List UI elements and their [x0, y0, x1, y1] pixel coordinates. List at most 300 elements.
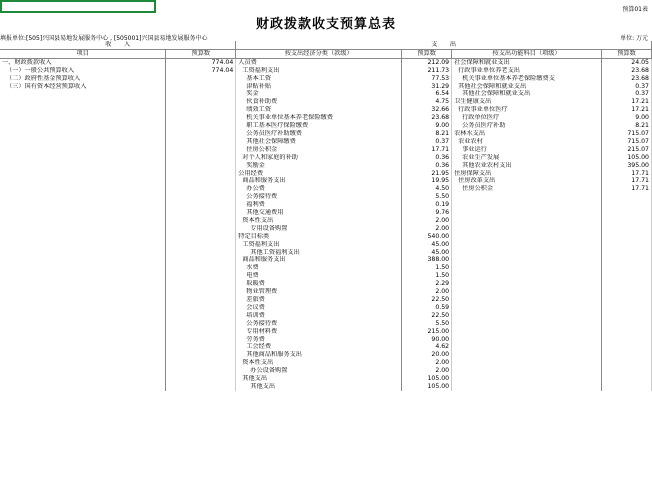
income-item-cell[interactable]: （三）国有资本经营预算收入: [0, 83, 166, 91]
func-budget-cell[interactable]: [602, 272, 652, 280]
income-item-cell[interactable]: [0, 122, 166, 130]
func-budget-cell[interactable]: [602, 256, 652, 264]
econ-budget-cell[interactable]: 2.00: [402, 367, 452, 375]
income-budget-cell[interactable]: [166, 170, 236, 178]
func-class-cell[interactable]: 其他社会保障和就业支出: [452, 90, 602, 98]
econ-class-cell[interactable]: 会议费: [236, 304, 402, 312]
func-budget-cell[interactable]: [602, 328, 652, 336]
income-item-cell[interactable]: [0, 138, 166, 146]
econ-budget-cell[interactable]: 23.68: [402, 114, 452, 122]
income-budget-cell[interactable]: [166, 256, 236, 264]
econ-class-cell[interactable]: 奖励金: [236, 162, 402, 170]
func-budget-cell[interactable]: [602, 351, 652, 359]
income-budget-cell[interactable]: [166, 90, 236, 98]
func-budget-cell[interactable]: [602, 217, 652, 225]
income-item-cell[interactable]: [0, 328, 166, 336]
func-class-cell[interactable]: [452, 359, 602, 367]
econ-class-cell[interactable]: 专用材料费: [236, 328, 402, 336]
econ-budget-cell[interactable]: 2.00: [402, 225, 452, 233]
func-class-cell[interactable]: 其他社会保障和就业支出: [452, 83, 602, 91]
income-item-cell[interactable]: [0, 304, 166, 312]
econ-budget-cell[interactable]: 0.19: [402, 201, 452, 209]
table-row: [0, 83, 652, 91]
econ-budget-cell[interactable]: 22.50: [402, 296, 452, 304]
econ-budget-cell[interactable]: 105.00: [402, 383, 452, 391]
econ-class-cell[interactable]: 专用设备购置: [236, 225, 402, 233]
income-budget-cell[interactable]: 774.04: [166, 67, 236, 75]
income-budget-cell[interactable]: [166, 177, 236, 185]
income-item-cell[interactable]: （二）政府性基金预算收入: [0, 75, 166, 83]
income-item-cell[interactable]: [0, 296, 166, 304]
func-class-cell[interactable]: 行政单位医疗: [452, 114, 602, 122]
income-budget-cell[interactable]: [166, 343, 236, 351]
income-item-cell[interactable]: [0, 185, 166, 193]
econ-class-cell[interactable]: 机关事业单位基本养老保险缴费: [236, 114, 402, 122]
func-class-cell[interactable]: [452, 249, 602, 257]
income-budget-header: 预算数: [166, 49, 236, 58]
func-class-cell[interactable]: [452, 312, 602, 320]
income-budget-cell[interactable]: [166, 375, 236, 383]
income-item-cell[interactable]: [0, 98, 166, 106]
func-budget-cell[interactable]: 23.68: [602, 75, 652, 83]
income-item-cell[interactable]: [0, 114, 166, 122]
econ-class-cell[interactable]: 公务员医疗补助缴费: [236, 130, 402, 138]
func-class-cell[interactable]: [452, 256, 602, 264]
func-budget-cell[interactable]: 17.71: [602, 177, 652, 185]
income-item-cell[interactable]: [0, 162, 166, 170]
header-row-sub: [0, 49, 652, 58]
func-class-cell[interactable]: 公务员医疗补助: [452, 122, 602, 130]
func-class-header: 按支出功能科目（项级）: [452, 49, 602, 58]
func-class-cell[interactable]: 行政事业单位养老支出: [452, 67, 602, 75]
econ-budget-cell[interactable]: 17.71: [402, 146, 452, 154]
income-budget-cell[interactable]: [166, 130, 236, 138]
func-budget-cell[interactable]: 0.37: [602, 83, 652, 91]
form-code: 预算01表: [622, 6, 648, 13]
func-class-cell[interactable]: [452, 328, 602, 336]
econ-budget-cell[interactable]: 105.00: [402, 375, 452, 383]
income-budget-cell[interactable]: [166, 272, 236, 280]
econ-class-cell[interactable]: 其他支出: [236, 375, 402, 383]
econ-budget-cell[interactable]: 0.37: [402, 138, 452, 146]
table-row: [0, 75, 652, 83]
econ-budget-cell[interactable]: 1.50: [402, 272, 452, 280]
econ-class-cell[interactable]: 取暖费: [236, 280, 402, 288]
income-item-cell[interactable]: [0, 351, 166, 359]
reporting-unit: 填报单位:[505]兴国县易地发展服务中心 , [505001]兴国县易地发展服务中心: [0, 35, 208, 42]
table-row: [0, 312, 652, 320]
func-class-cell[interactable]: [452, 264, 602, 272]
econ-class-cell[interactable]: 资本性支出: [236, 359, 402, 367]
table-row: [0, 201, 652, 209]
income-item-cell[interactable]: [0, 146, 166, 154]
func-budget-cell[interactable]: 395.00: [602, 162, 652, 170]
income-budget-cell[interactable]: 774.04: [166, 58, 236, 66]
income-item-cell[interactable]: [0, 170, 166, 178]
func-class-cell[interactable]: [452, 343, 602, 351]
econ-budget-cell[interactable]: 45.00: [402, 249, 452, 257]
econ-budget-cell[interactable]: 4.50: [402, 185, 452, 193]
income-budget-cell[interactable]: [166, 304, 236, 312]
income-item-cell[interactable]: [0, 106, 166, 114]
table-row: [0, 272, 652, 280]
func-budget-cell[interactable]: [602, 233, 652, 241]
econ-budget-cell[interactable]: 2.00: [402, 217, 452, 225]
table-row: [0, 296, 652, 304]
econ-budget-cell[interactable]: 8.21: [402, 130, 452, 138]
econ-class-cell[interactable]: 其他交通费用: [236, 209, 402, 217]
econ-class-cell[interactable]: 资本性支出: [236, 217, 402, 225]
func-budget-cell[interactable]: 715.07: [602, 138, 652, 146]
income-item-cell[interactable]: [0, 375, 166, 383]
income-budget-cell[interactable]: [166, 383, 236, 391]
func-budget-cell[interactable]: [602, 320, 652, 328]
econ-budget-cell[interactable]: 212.09: [402, 58, 452, 66]
econ-class-cell[interactable]: 工资福利支出: [236, 241, 402, 249]
income-item-cell[interactable]: [0, 209, 166, 217]
income-budget-cell[interactable]: [166, 209, 236, 217]
income-item-cell[interactable]: [0, 130, 166, 138]
func-class-cell[interactable]: 社会保障和就业支出: [452, 58, 602, 66]
func-class-cell[interactable]: 农业生产发展: [452, 154, 602, 162]
econ-class-cell[interactable]: 工会经费: [236, 343, 402, 351]
income-budget-cell[interactable]: [166, 217, 236, 225]
table-row: [0, 193, 652, 201]
income-budget-cell[interactable]: [166, 193, 236, 201]
econ-class-cell[interactable]: 伙食补助费: [236, 98, 402, 106]
func-budget-cell[interactable]: [602, 280, 652, 288]
func-budget-cell[interactable]: [602, 241, 652, 249]
income-budget-cell[interactable]: [166, 359, 236, 367]
func-budget-cell[interactable]: [602, 288, 652, 296]
econ-class-cell[interactable]: 物业管理费: [236, 288, 402, 296]
econ-class-cell[interactable]: 劳务费: [236, 336, 402, 344]
func-class-cell[interactable]: [452, 320, 602, 328]
econ-class-cell[interactable]: 职工基本医疗保险缴费: [236, 122, 402, 130]
income-budget-cell[interactable]: [166, 83, 236, 91]
func-budget-cell[interactable]: [602, 193, 652, 201]
func-budget-cell[interactable]: 17.71: [602, 170, 652, 178]
econ-budget-cell[interactable]: 77.53: [402, 75, 452, 83]
func-budget-cell[interactable]: [602, 336, 652, 344]
func-budget-cell[interactable]: 23.68: [602, 67, 652, 75]
table-row: [0, 280, 652, 288]
econ-class-cell[interactable]: 差旅费: [236, 296, 402, 304]
econ-budget-cell[interactable]: 0.36: [402, 154, 452, 162]
income-item-cell[interactable]: [0, 256, 166, 264]
income-item-cell[interactable]: [0, 343, 166, 351]
econ-class-cell[interactable]: 其他工资福利支出: [236, 249, 402, 257]
econ-class-cell[interactable]: 水费: [236, 264, 402, 272]
income-budget-cell[interactable]: [166, 114, 236, 122]
econ-class-cell[interactable]: 福利费: [236, 201, 402, 209]
income-budget-cell[interactable]: [166, 241, 236, 249]
table-row: [0, 225, 652, 233]
econ-budget-cell[interactable]: 2.00: [402, 359, 452, 367]
func-budget-cell[interactable]: 17.21: [602, 98, 652, 106]
func-class-cell[interactable]: [452, 375, 602, 383]
income-item-cell[interactable]: （一）一般公共预算收入: [0, 67, 166, 75]
income-item-cell[interactable]: [0, 154, 166, 162]
income-item-cell[interactable]: [0, 225, 166, 233]
table-row: [0, 130, 652, 138]
func-budget-header: 预算数: [602, 49, 652, 58]
econ-class-cell[interactable]: 对个人和家庭的补助: [236, 154, 402, 162]
func-class-cell[interactable]: [452, 201, 602, 209]
econ-budget-cell[interactable]: 20.00: [402, 351, 452, 359]
income-budget-cell[interactable]: [166, 106, 236, 114]
income-header: 收 入: [0, 41, 236, 49]
page-title: 财政拨款收支预算总表: [255, 17, 396, 32]
econ-class-cell[interactable]: 其他社会保障缴费: [236, 138, 402, 146]
func-budget-cell[interactable]: 17.71: [602, 185, 652, 193]
income-budget-cell[interactable]: [166, 249, 236, 257]
income-budget-cell[interactable]: [166, 320, 236, 328]
econ-class-cell[interactable]: 绩效工资: [236, 106, 402, 114]
income-item-cell[interactable]: [0, 359, 166, 367]
expense-header: 支 出: [236, 41, 652, 49]
func-class-cell[interactable]: 住房改革支出: [452, 177, 602, 185]
func-class-cell[interactable]: [452, 383, 602, 391]
econ-budget-cell[interactable]: 4.62: [402, 343, 452, 351]
table-row: [0, 288, 652, 296]
income-item-cell[interactable]: [0, 264, 166, 272]
econ-class-cell[interactable]: 奖金: [236, 90, 402, 98]
econ-class-cell[interactable]: 其他支出: [236, 383, 402, 391]
table-row: [0, 162, 652, 170]
econ-budget-cell[interactable]: 4.75: [402, 98, 452, 106]
table-row: [0, 138, 652, 146]
income-item-cell[interactable]: [0, 336, 166, 344]
income-item-cell[interactable]: [0, 249, 166, 257]
func-class-cell[interactable]: 农业农村: [452, 138, 602, 146]
func-class-cell[interactable]: [452, 217, 602, 225]
econ-class-cell[interactable]: 商品和服务支出: [236, 177, 402, 185]
table-row: [0, 98, 652, 106]
func-class-cell[interactable]: [452, 304, 602, 312]
func-class-cell[interactable]: [452, 193, 602, 201]
income-budget-cell[interactable]: [166, 264, 236, 272]
table-row: [0, 233, 652, 241]
table-row: [0, 264, 652, 272]
income-budget-cell[interactable]: [166, 296, 236, 304]
func-budget-cell[interactable]: 9.00: [602, 114, 652, 122]
econ-class-cell[interactable]: 特定目标类: [236, 233, 402, 241]
func-class-cell[interactable]: 卫生健康支出: [452, 98, 602, 106]
table-row: [0, 367, 652, 375]
income-item-cell[interactable]: [0, 177, 166, 185]
func-class-cell[interactable]: [452, 241, 602, 249]
table-row: [0, 185, 652, 193]
econ-class-cell[interactable]: 办公费: [236, 185, 402, 193]
econ-budget-cell[interactable]: 0.59: [402, 304, 452, 312]
econ-budget-cell[interactable]: 6.54: [402, 90, 452, 98]
econ-budget-cell[interactable]: 5.50: [402, 320, 452, 328]
income-item-cell[interactable]: [0, 280, 166, 288]
income-budget-cell[interactable]: [166, 98, 236, 106]
func-budget-cell[interactable]: 24.05: [602, 58, 652, 66]
income-budget-cell[interactable]: [166, 225, 236, 233]
econ-class-cell[interactable]: 公务接待费: [236, 193, 402, 201]
budget-table: [0, 41, 652, 391]
func-budget-cell[interactable]: [602, 343, 652, 351]
table-row: [0, 114, 652, 122]
econ-class-cell[interactable]: 津贴补贴: [236, 83, 402, 91]
income-budget-cell[interactable]: [166, 122, 236, 130]
income-item-cell[interactable]: 一、财政拨款收入: [0, 58, 166, 66]
func-class-cell[interactable]: 其他农业农村支出: [452, 162, 602, 170]
econ-class-cell[interactable]: 人员费: [236, 58, 402, 66]
table-row: [0, 351, 652, 359]
table-row: [0, 383, 652, 391]
func-class-cell[interactable]: [452, 233, 602, 241]
income-budget-cell[interactable]: [166, 288, 236, 296]
table-row: [0, 90, 652, 98]
table-row: [0, 375, 652, 383]
income-item-cell[interactable]: [0, 193, 166, 201]
income-budget-cell[interactable]: [166, 233, 236, 241]
func-class-cell[interactable]: 农林水支出: [452, 130, 602, 138]
econ-class-cell[interactable]: 电费: [236, 272, 402, 280]
func-class-cell[interactable]: [452, 225, 602, 233]
income-item-cell[interactable]: [0, 217, 166, 225]
func-class-cell[interactable]: [452, 280, 602, 288]
header-row-top: [0, 41, 652, 49]
econ-class-cell[interactable]: 住房公积金: [236, 146, 402, 154]
table-row: [0, 359, 652, 367]
func-budget-cell[interactable]: [602, 296, 652, 304]
income-budget-cell[interactable]: [166, 146, 236, 154]
func-class-cell[interactable]: [452, 336, 602, 344]
income-budget-cell[interactable]: [166, 75, 236, 83]
econ-budget-cell[interactable]: 9.76: [402, 209, 452, 217]
func-budget-cell[interactable]: [602, 264, 652, 272]
econ-budget-cell[interactable]: 31.29: [402, 83, 452, 91]
econ-class-cell[interactable]: 培训费: [236, 312, 402, 320]
func-budget-cell[interactable]: 8.21: [602, 122, 652, 130]
income-item-cell[interactable]: [0, 272, 166, 280]
income-item-cell[interactable]: [0, 320, 166, 328]
func-class-cell[interactable]: 住房公积金: [452, 185, 602, 193]
income-budget-cell[interactable]: [166, 185, 236, 193]
income-budget-cell[interactable]: [166, 154, 236, 162]
func-class-cell[interactable]: 机关事业单位基本养老保险缴费支: [452, 75, 602, 83]
table-row: [0, 154, 652, 162]
econ-budget-cell[interactable]: 2.29: [402, 280, 452, 288]
func-class-cell[interactable]: [452, 296, 602, 304]
table-row: [0, 177, 652, 185]
income-budget-cell[interactable]: [166, 280, 236, 288]
econ-budget-cell[interactable]: 90.00: [402, 336, 452, 344]
table-row: [0, 58, 652, 66]
econ-budget-cell[interactable]: 21.95: [402, 170, 452, 178]
econ-budget-cell[interactable]: 215.00: [402, 328, 452, 336]
econ-budget-cell[interactable]: 22.50: [402, 312, 452, 320]
income-item-cell[interactable]: [0, 90, 166, 98]
table-row: [0, 304, 652, 312]
econ-class-cell[interactable]: 基本工资: [236, 75, 402, 83]
econ-budget-header: 预算数: [402, 49, 452, 58]
econ-class-cell[interactable]: 公务接待费: [236, 320, 402, 328]
income-budget-cell[interactable]: [166, 312, 236, 320]
econ-class-cell[interactable]: 办公设备购置: [236, 367, 402, 375]
func-budget-cell[interactable]: [602, 225, 652, 233]
income-item-cell[interactable]: [0, 367, 166, 375]
func-class-cell[interactable]: [452, 288, 602, 296]
table-row: [0, 122, 652, 130]
econ-budget-cell[interactable]: 19.95: [402, 177, 452, 185]
func-budget-cell[interactable]: 215.07: [602, 146, 652, 154]
func-class-cell[interactable]: 住房保障支出: [452, 170, 602, 178]
econ-class-cell[interactable]: 商品和服务支出: [236, 256, 402, 264]
func-budget-cell[interactable]: [602, 304, 652, 312]
econ-budget-cell[interactable]: 0.36: [402, 162, 452, 170]
econ-budget-cell[interactable]: 9.00: [402, 122, 452, 130]
func-class-cell[interactable]: [452, 367, 602, 375]
table-row: [0, 106, 652, 114]
econ-budget-cell[interactable]: 2.00: [402, 288, 452, 296]
income-budget-cell[interactable]: [166, 138, 236, 146]
func-class-cell[interactable]: [452, 272, 602, 280]
func-budget-cell[interactable]: [602, 209, 652, 217]
table-row: [0, 146, 652, 154]
econ-budget-cell[interactable]: 540.00: [402, 233, 452, 241]
econ-budget-cell[interactable]: 211.73: [402, 67, 452, 75]
income-item-cell[interactable]: [0, 241, 166, 249]
func-class-cell[interactable]: [452, 209, 602, 217]
income-budget-cell[interactable]: [166, 367, 236, 375]
table-row: [0, 209, 652, 217]
func-budget-cell[interactable]: [602, 359, 652, 367]
func-budget-cell[interactable]: [602, 375, 652, 383]
income-budget-cell[interactable]: [166, 162, 236, 170]
func-budget-cell[interactable]: 715.07: [602, 130, 652, 138]
func-budget-cell[interactable]: [602, 383, 652, 391]
econ-budget-cell[interactable]: 5.50: [402, 193, 452, 201]
func-class-cell[interactable]: [452, 351, 602, 359]
selected-cell-cursor[interactable]: [0, 0, 156, 13]
income-item-cell[interactable]: [0, 201, 166, 209]
func-budget-cell[interactable]: [602, 367, 652, 375]
income-budget-cell[interactable]: [166, 336, 236, 344]
table-row: [0, 170, 652, 178]
table-row: [0, 336, 652, 344]
income-budget-cell[interactable]: [166, 328, 236, 336]
income-item-cell[interactable]: [0, 383, 166, 391]
income-item-cell[interactable]: [0, 233, 166, 241]
econ-class-cell[interactable]: 其他商品和服务支出: [236, 351, 402, 359]
econ-budget-cell[interactable]: 45.00: [402, 241, 452, 249]
econ-class-cell[interactable]: 工资福利支出: [236, 67, 402, 75]
income-budget-cell[interactable]: [166, 351, 236, 359]
econ-class-cell[interactable]: 公用经费: [236, 170, 402, 178]
item-header: 项目: [0, 49, 166, 58]
func-class-cell[interactable]: 事业运行: [452, 146, 602, 154]
income-item-cell[interactable]: [0, 312, 166, 320]
econ-budget-cell[interactable]: 388.00: [402, 256, 452, 264]
func-budget-cell[interactable]: [602, 201, 652, 209]
func-budget-cell[interactable]: 0.37: [602, 90, 652, 98]
func-budget-cell[interactable]: 17.21: [602, 106, 652, 114]
econ-budget-cell[interactable]: 32.66: [402, 106, 452, 114]
income-budget-cell[interactable]: [166, 201, 236, 209]
func-budget-cell[interactable]: [602, 312, 652, 320]
func-class-cell[interactable]: 行政事业单位医疗: [452, 106, 602, 114]
econ-budget-cell[interactable]: 1.50: [402, 264, 452, 272]
func-budget-cell[interactable]: [602, 249, 652, 257]
income-item-cell[interactable]: [0, 288, 166, 296]
func-budget-cell[interactable]: 105.00: [602, 154, 652, 162]
